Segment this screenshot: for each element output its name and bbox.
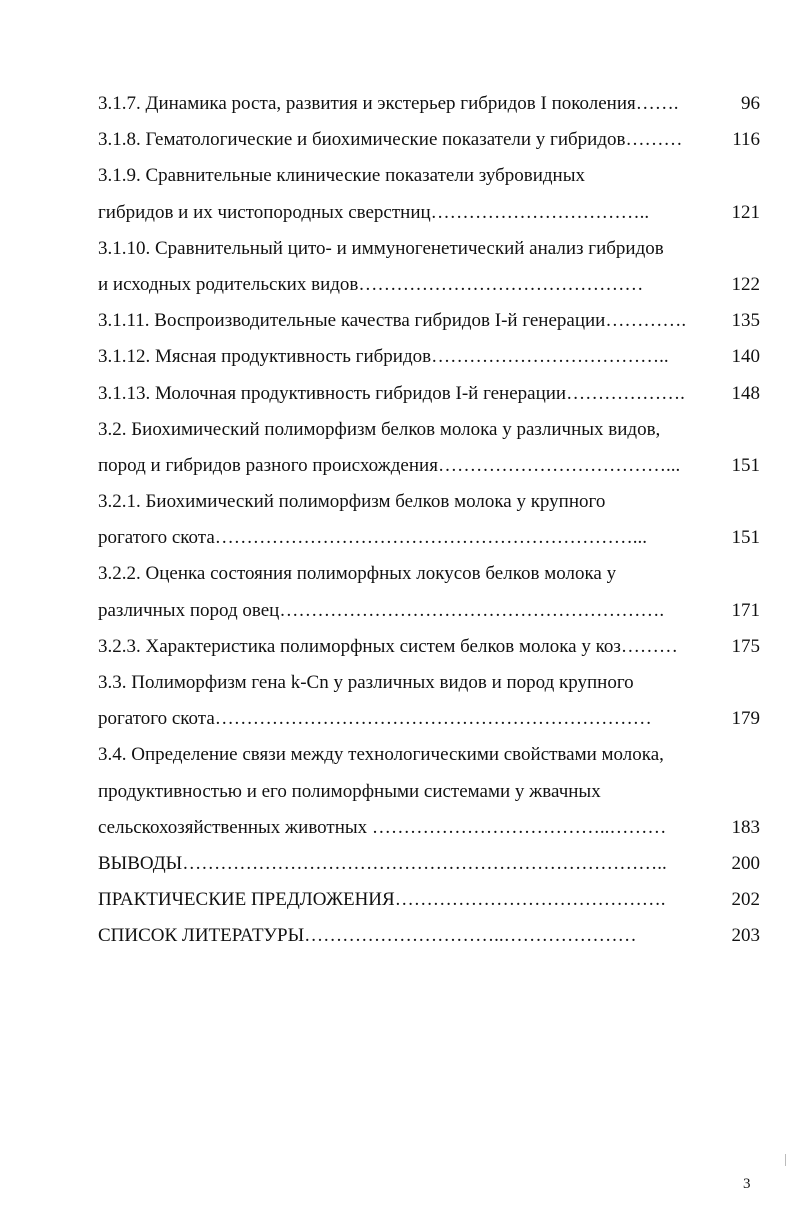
toc-entry-line — [98, 231, 760, 267]
toc-entry-line — [98, 86, 760, 122]
toc-entry-line — [98, 195, 760, 231]
toc-entry — [98, 376, 760, 412]
toc-entry-page: 202 — [731, 889, 760, 911]
page-number: 3 — [743, 1176, 751, 1192]
toc-entry-line — [98, 593, 760, 629]
toc-entry-page: 200 — [731, 852, 760, 874]
toc-entry-page: 135 — [731, 310, 760, 332]
toc-entry-title: 3.1.12. Мясная продуктивность гибридов……………………………….. — [98, 346, 669, 368]
toc-entry-title: 3.1.11. Воспроизводительные качества гибридов I-й генерации…………. — [98, 310, 687, 332]
toc-entry — [98, 158, 760, 230]
toc-entry-line — [98, 122, 760, 158]
toc-entry-title: и исходных родительских видов……………………………………… — [98, 273, 644, 295]
toc-entry-page: 96 — [741, 93, 760, 114]
toc-entry-title: 3.1.7. Динамика роста, развития и экстерьер гибридов I поколения……. — [98, 93, 679, 114]
toc-entry-title: 3.1.8. Гематологические и биохимические показатели у гибридов……… — [98, 129, 683, 151]
toc-entry-title: различных пород овец……………………………………………………. — [98, 599, 665, 621]
toc-entry-page: 121 — [731, 201, 760, 223]
toc-entry-title: 3.3. Полиморфизм гена k-Cn у различных видов и пород крупного — [98, 672, 634, 693]
scan-edge-mark — [785, 1154, 786, 1166]
toc-entry-line — [98, 737, 760, 773]
table-of-contents — [98, 86, 760, 955]
toc-entry-title: ПРАКТИЧЕСКИЕ ПРЕДЛОЖЕНИЯ……………………………………. — [98, 889, 666, 911]
toc-entry — [98, 122, 760, 158]
toc-entry-page: 171 — [731, 599, 760, 621]
toc-entry — [98, 303, 760, 339]
toc-entry-page: 183 — [731, 816, 760, 838]
toc-entry-line — [98, 846, 760, 882]
toc-entry-page: 148 — [731, 382, 760, 404]
toc-entry-title: пород и гибридов разного происхождения………………………………... — [98, 454, 681, 476]
toc-entry-line — [98, 267, 760, 303]
toc-entry-title: ВЫВОДЫ………………………………………………………………….. — [98, 852, 667, 874]
toc-entry — [98, 412, 760, 484]
toc-entry-title: рогатого скота…………………………………………………………… — [98, 708, 652, 730]
toc-entry — [98, 339, 760, 375]
toc-entry — [98, 231, 760, 303]
toc-entry-line — [98, 701, 760, 737]
toc-entry-page: 203 — [731, 925, 760, 947]
toc-entry-line — [98, 918, 760, 954]
toc-entry-line — [98, 158, 760, 194]
toc-entry-title: 3.2.2. Оценка состояния полиморфных локусов белков молока у — [98, 563, 617, 585]
toc-entry-line — [98, 376, 760, 412]
toc-entry-title: гибридов и их чистопородных сверстниц…………………………….. — [98, 201, 650, 223]
toc-entry-title: 3.2.1. Биохимический полиморфизм белков молока у крупного — [98, 491, 606, 513]
toc-entry-line — [98, 556, 760, 592]
toc-entry — [98, 882, 760, 918]
toc-entry — [98, 665, 760, 737]
toc-entry-line — [98, 303, 760, 339]
toc-entry-page: 179 — [731, 708, 760, 730]
toc-entry-page: 116 — [732, 129, 760, 151]
toc-entry-page: 175 — [731, 635, 760, 657]
toc-entry-title: 3.1.9. Сравнительные клинические показатели зубровидных — [98, 165, 585, 187]
toc-entry — [98, 737, 760, 846]
toc-entry-title: СПИСОК ЛИТЕРАТУРЫ…………………………..………………… — [98, 925, 637, 947]
toc-entry-title: 3.1.13. Молочная продуктивность гибридов I-й генерации………………. — [98, 382, 685, 404]
toc-entry-line — [98, 412, 760, 448]
toc-entry-title: продуктивностью и его полиморфными системами у жвачных — [98, 780, 601, 802]
toc-entry-page: 140 — [731, 346, 760, 368]
toc-entry-page: 122 — [731, 273, 760, 295]
toc-entry-page: 151 — [731, 527, 760, 549]
toc-entry-title: 3.4. Определение связи между технологическими свойствами молока, — [98, 744, 664, 766]
toc-entry — [98, 86, 760, 122]
toc-entry-title: рогатого скота…………………………………………………………... — [98, 527, 648, 549]
toc-entry-line — [98, 810, 760, 846]
toc-entry-title: 3.2.3. Характеристика полиморфных систем белков молока у коз……… — [98, 635, 678, 657]
toc-entry — [98, 918, 760, 954]
toc-entry-line — [98, 882, 760, 918]
toc-entry-title: 3.2. Биохимический полиморфизм белков молока у различных видов, — [98, 418, 661, 440]
toc-entry — [98, 629, 760, 665]
toc-entry-page: 151 — [731, 454, 760, 476]
toc-entry-line — [98, 448, 760, 484]
toc-entry-title: 3.1.10. Сравнительный цито- и иммуногенетический анализ гибридов — [98, 237, 664, 259]
toc-entry — [98, 846, 760, 882]
toc-entry-line — [98, 484, 760, 520]
toc-entry — [98, 484, 760, 556]
toc-entry — [98, 556, 760, 628]
toc-entry-line — [98, 339, 760, 375]
toc-entry-line — [98, 629, 760, 665]
toc-entry-line — [98, 665, 760, 701]
toc-entry-line — [98, 774, 760, 810]
toc-entry-title: сельскохозяйственных животных ………………………………..……… — [98, 816, 667, 838]
toc-entry-line — [98, 520, 760, 556]
